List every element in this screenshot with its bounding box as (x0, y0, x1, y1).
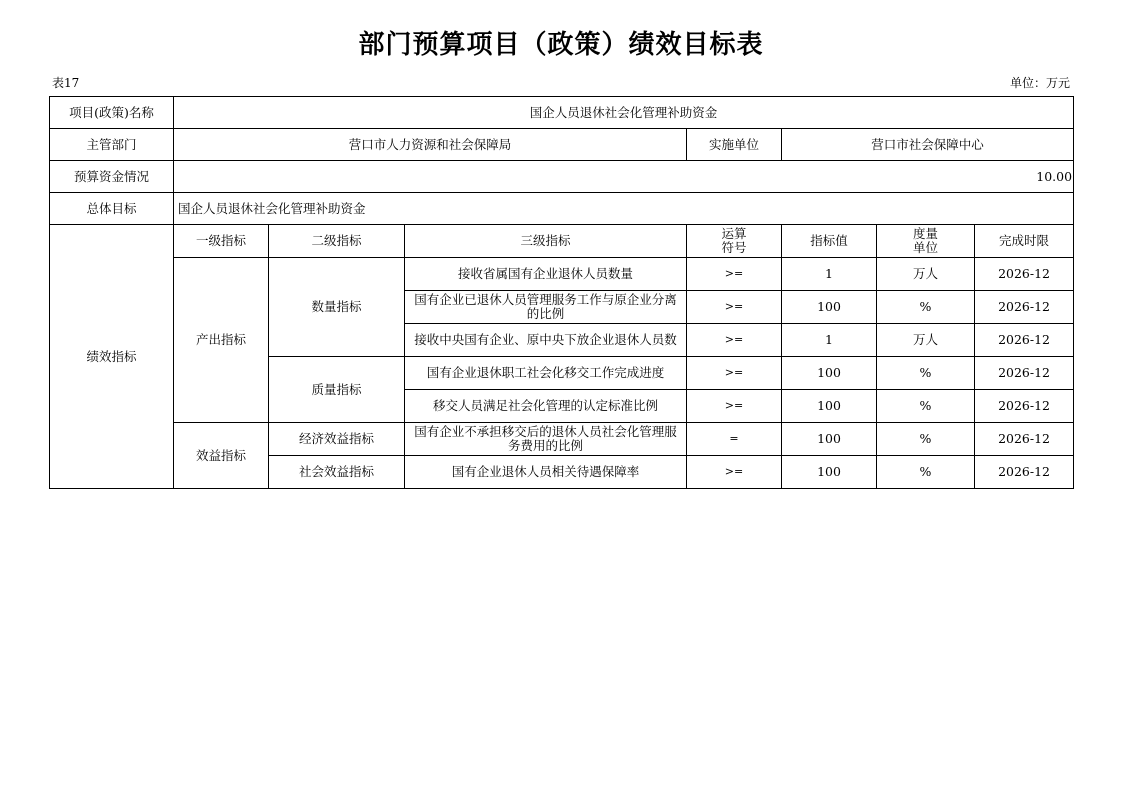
budget-label: 预算资金情况 (50, 161, 174, 193)
page-title: 部门预算项目（政策）绩效目标表 (358, 30, 764, 60)
level3-cell: 接收中央国有企业、原中央下放企业退休人员数 (405, 324, 687, 357)
table-row (50, 423, 1074, 456)
dept-value: 营口市人力资源和社会保障局 (174, 129, 687, 161)
value-cell: 100 (782, 390, 877, 423)
operator-cell: >= (687, 390, 782, 423)
level1-benefit: 效益指标 (174, 423, 269, 489)
unit-cell: % (877, 390, 975, 423)
performance-target-table (49, 96, 1074, 489)
value-cell: 100 (782, 357, 877, 390)
indicator-section-label: 绩效指标 (50, 225, 174, 489)
value-cell: 100 (782, 423, 877, 456)
value-cell: 100 (782, 291, 877, 324)
unit-cell: % (877, 291, 975, 324)
deadline-cell: 2026-12 (975, 324, 1074, 357)
impl-value: 营口市社会保障中心 (782, 129, 1074, 161)
deadline-cell: 2026-12 (975, 456, 1074, 489)
header-level1: 一级指标 (174, 225, 269, 258)
level3-cell: 国有企业已退休人员管理服务工作与原企业分离的比例 (405, 291, 687, 324)
department-row (50, 129, 1074, 161)
dept-label: 主管部门 (50, 129, 174, 161)
header-unit: 度量 单位 (877, 225, 975, 258)
level3-cell: 国有企业退休职工社会化移交工作完成进度 (405, 357, 687, 390)
unit-cell: 万人 (877, 324, 975, 357)
level1-output: 产出指标 (174, 258, 269, 423)
value-cell: 100 (782, 456, 877, 489)
unit-cell: % (877, 357, 975, 390)
unit-cell: 万人 (877, 258, 975, 291)
operator-cell: >= (687, 324, 782, 357)
budget-row (50, 161, 1074, 193)
project-name-row (50, 97, 1074, 129)
operator-cell: >= (687, 258, 782, 291)
value-cell: 1 (782, 258, 877, 291)
unit-cell: % (877, 456, 975, 489)
operator-cell: >= (687, 291, 782, 324)
header-deadline: 完成时限 (975, 225, 1074, 258)
level3-cell: 移交人员满足社会化管理的认定标准比例 (405, 390, 687, 423)
deadline-cell: 2026-12 (975, 258, 1074, 291)
project-name-label: 项目(政策)名称 (50, 97, 174, 129)
header-operator: 运算 符号 (687, 225, 782, 258)
project-name-value: 国企人员退休社会化管理补助资金 (174, 97, 1074, 129)
deadline-cell: 2026-12 (975, 390, 1074, 423)
header-level3: 三级指标 (405, 225, 687, 258)
level2-social: 社会效益指标 (269, 456, 405, 489)
impl-label: 实施单位 (687, 129, 782, 161)
deadline-cell: 2026-12 (975, 357, 1074, 390)
goal-row (50, 193, 1074, 225)
level2-economic: 经济效益指标 (269, 423, 405, 456)
header-value: 指标值 (782, 225, 877, 258)
deadline-cell: 2026-12 (975, 291, 1074, 324)
deadline-cell: 2026-12 (975, 423, 1074, 456)
level3-cell: 国有企业退休人员相关待遇保障率 (405, 456, 687, 489)
level3-cell: 接收省属国有企业退休人员数量 (405, 258, 687, 291)
table-number: 表17 (52, 76, 80, 90)
level3-cell: 国有企业不承担移交后的退休人员社会化管理服务费用的比例 (405, 423, 687, 456)
table-row (50, 258, 1074, 291)
budget-value: 10.00 (174, 161, 1074, 193)
level2-quantity: 数量指标 (269, 258, 405, 357)
header-level2: 二级指标 (269, 225, 405, 258)
goal-value: 国企人员退休社会化管理补助资金 (174, 193, 1074, 225)
level2-quality: 质量指标 (269, 357, 405, 423)
operator-cell: >= (687, 456, 782, 489)
unit-cell: % (877, 423, 975, 456)
goal-label: 总体目标 (50, 193, 174, 225)
indicator-header-row (50, 225, 1074, 258)
unit-label: 单位：万元 (1009, 76, 1070, 90)
operator-cell: = (687, 423, 782, 456)
operator-cell: >= (687, 357, 782, 390)
value-cell: 1 (782, 324, 877, 357)
